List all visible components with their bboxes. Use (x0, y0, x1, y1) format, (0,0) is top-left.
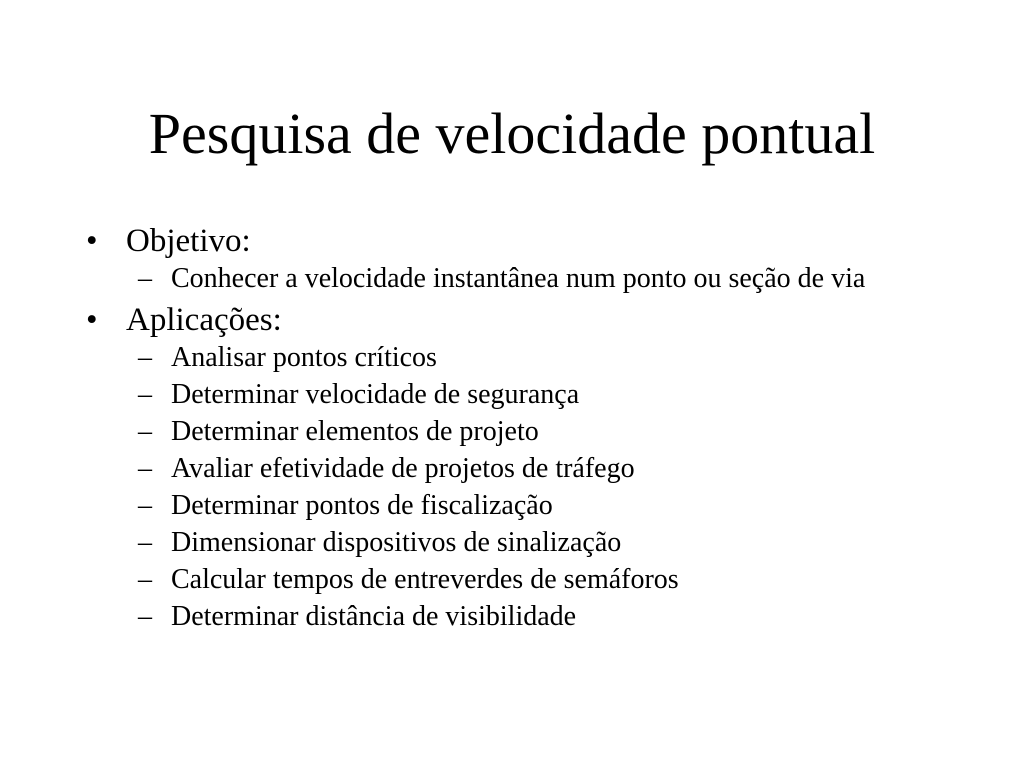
sub-item (138, 260, 946, 297)
sub-item (138, 598, 946, 635)
dash-marker: – (138, 416, 152, 447)
bullet-label: Aplicações: (126, 302, 282, 338)
dash-marker: – (138, 453, 152, 484)
dash-marker: – (138, 564, 152, 595)
sub-item (138, 561, 946, 598)
slide-title: Pesquisa de velocidade pontual (148, 101, 876, 166)
sub-item (138, 524, 946, 561)
sub-item-text: Calcular tempos de entreverdes de semáforos (171, 564, 679, 595)
sub-item-text: Analisar pontos críticos (171, 342, 437, 373)
sub-item-text: Determinar elementos de projeto (171, 416, 539, 447)
sub-item-text: Determinar distância de visibilidade (171, 601, 577, 632)
sub-item-text: Avaliar efetividade de projetos de tráfego (171, 453, 635, 484)
dash-marker: – (138, 527, 152, 558)
sub-item-text: Determinar pontos de fiscalização (171, 490, 553, 521)
slide-content (86, 222, 946, 635)
sub-item-text: Dimensionar dispositivos de sinalização (171, 527, 622, 558)
dash-marker: – (138, 342, 152, 373)
sub-item-text: Determinar velocidade de segurança (171, 379, 580, 410)
bullet-objetivo (86, 222, 946, 260)
bullet-marker: • (86, 302, 98, 338)
sub-item (138, 413, 946, 450)
sub-item (138, 450, 946, 487)
dash-marker: – (138, 601, 152, 632)
sub-item (138, 487, 946, 524)
bullet-aplicacoes (86, 301, 946, 339)
sub-list-aplicacoes (138, 339, 946, 635)
sub-item (138, 339, 946, 376)
dash-marker: – (138, 379, 152, 410)
sub-list-objetivo (138, 260, 946, 297)
dash-marker: – (138, 490, 152, 521)
bullet-marker: • (86, 223, 98, 259)
bullet-label: Objetivo: (126, 223, 251, 259)
dash-marker: – (138, 263, 152, 294)
sub-item-text: Conhecer a velocidade instantânea num ponto ou seção de via (171, 263, 866, 294)
sub-item (138, 376, 946, 413)
